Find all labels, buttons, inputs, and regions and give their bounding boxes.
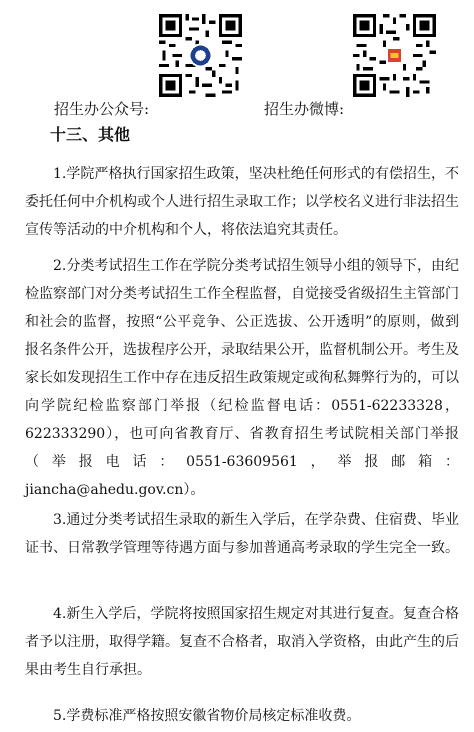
qr-code-icon xyxy=(353,14,436,97)
official-account-label: 招生办公众号: xyxy=(54,100,150,118)
paragraph-5: 5.学费标准严格按照安徽省物价局核定标准收费。 xyxy=(53,708,361,724)
section-heading: 十三、其他 xyxy=(50,125,131,144)
paragraph-2: 2.分类考试招生工作在学院分类考试招生领导小组的领导下，由纪检监察部门对分类考试招生工作全程监督，自觉接受省级招生主管部门和社会的监督，按照“公平竞争、公正选拔、公开透明”的原则，做到报名条件公开，选拔程序公开，录取结果公开，监督机制公开。考生及家长如发现招生工作中存在违反招生政策规定或徇私舞弊行为的，可以向学院纪检监察部门举报（纪检监督电话：0551-62233328，622333290），也可向省教育厅、省教育招生考试院相关部门举报（举报电话：0551-63609561，举报邮箱：jiancha@ahedu.gov.cn）。 xyxy=(25,258,459,498)
qr-code-official-account[interactable] xyxy=(159,14,242,97)
paragraph-3: 3.通过分类考试招生录取的新生入学后，在学杂费、住宿费、毕业证书、日常教学管理等待遇方面与参加普通高考录取的学生完全一致。 xyxy=(25,512,459,556)
paragraph-4: 4.新生入学后，学院将按照国家招生规定对其进行复查。复查合格者予以注册，取得学籍。复查不合格者，取消入学资格，由此产生的后果由考生自行承担。 xyxy=(25,606,459,678)
qr-code-weibo[interactable] xyxy=(353,14,436,97)
paragraph-1: 1.学院严格执行国家招生政策，坚决杜绝任何形式的有偿招生，不委托任何中介机构或个人进行招生录取工作；以学校名义进行非法招生宣传等活动的中介机构和个人，将依法追究其责任。 xyxy=(25,166,459,238)
qr-code-icon xyxy=(159,14,242,97)
weibo-label: 招生办微博: xyxy=(264,100,345,118)
